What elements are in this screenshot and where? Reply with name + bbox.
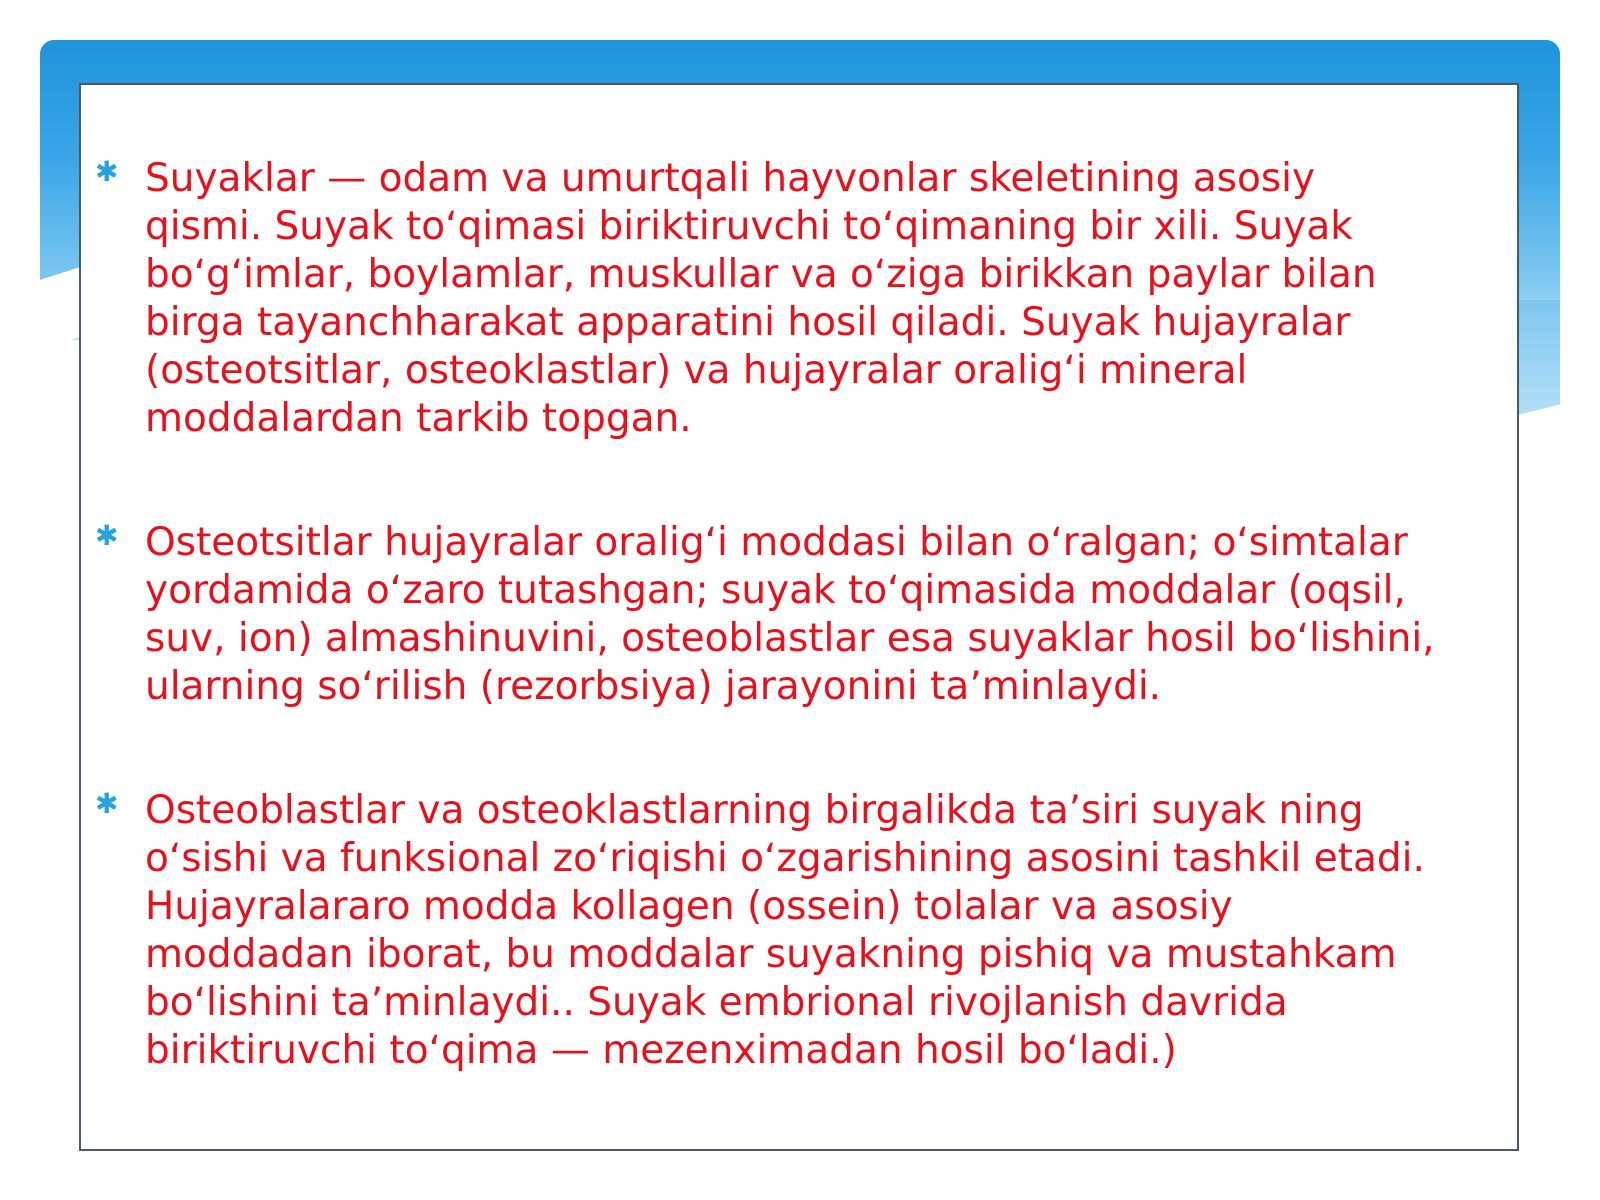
- text-line: moddalardan tarkib topgan.: [145, 396, 692, 441]
- text-line: suv, ion) almashinuvini, osteoblastlar esa suyaklar hosil boʻlishini,: [145, 616, 1435, 661]
- text-line: boʻlishini taʼminlaydi.. Suyak embrional rivojlanish davrida: [145, 980, 1288, 1025]
- text-line: oʻsishi va funksional zoʻriqishi oʻzgarishining asosini tashkil etadi.: [145, 836, 1425, 881]
- asterisk-icon: ✱: [95, 787, 119, 820]
- bullet-text: [145, 519, 1515, 711]
- text-line: Suyaklar — odam va umurtqali hayvonlar skeletining asosiy: [145, 156, 1316, 201]
- text-line: ularning soʻrilish (rezorbsiya) jarayonini taʼminlaydi.: [145, 664, 1162, 709]
- text-line: Osteotsitlar hujayralar oraligʻi moddasi bilan oʻralgan; oʻsimtalar: [145, 520, 1408, 565]
- bullet-text: [145, 155, 1515, 443]
- bullet-text: [145, 787, 1515, 1075]
- text-line: yordamida oʻzaro tutashgan; suyak toʻqimasida moddalar (oqsil,: [145, 568, 1406, 613]
- text-line: birga tayanchharakat apparatini hosil qiladi. Suyak hujayralar: [145, 300, 1351, 345]
- text-line: Hujayralararo modda kollagen (ossein) tolalar va asosiy: [145, 884, 1233, 929]
- asterisk-icon: ✱: [95, 155, 119, 188]
- bullet-item: [95, 787, 1515, 1075]
- bullet-item: [95, 155, 1515, 443]
- text-line: (osteotsitlar, osteoklastlar) va hujayralar oraligʻi mineral: [145, 348, 1248, 393]
- text-line: boʻgʻimlar, boylamlar, muskullar va oʻziga birikkan paylar bilan: [145, 252, 1377, 297]
- text-line: biriktiruvchi toʻqima — mezenximadan hosil boʻladi.): [145, 1028, 1177, 1073]
- bullet-list: [95, 155, 1515, 1151]
- text-line: Osteoblastlar va osteoklastlarning birgalikda taʼsiri suyak ning: [145, 788, 1364, 833]
- asterisk-icon: ✱: [95, 519, 119, 552]
- text-line: moddadan iborat, bu moddalar suyakning pishiq va mustahkam: [145, 932, 1397, 977]
- bullet-item: [95, 519, 1515, 711]
- text-line: qismi. Suyak toʻqimasi biriktiruvchi toʻqimaning bir xili. Suyak: [145, 204, 1353, 249]
